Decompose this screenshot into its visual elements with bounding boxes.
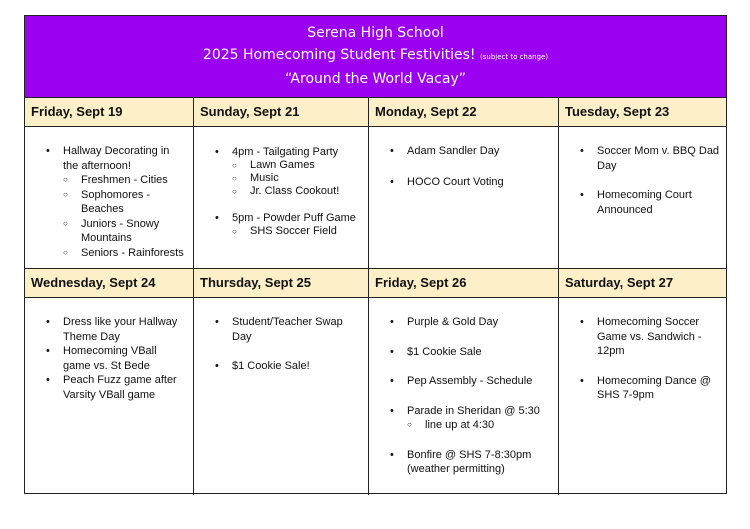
day-cell: [559, 269, 726, 495]
sub-event-item: ○ Freshmen - Cities: [25, 173, 193, 188]
event-title-text: 2025 Homecoming Student Festivities!: [202, 47, 476, 63]
day-title: Tuesday, Sept 23: [559, 98, 726, 127]
event-item: • Parade in Sheridan @ 5:30: [369, 404, 558, 419]
event-item: • Homecoming VBall game vs. St Bede: [25, 344, 193, 373]
event-item: • Student/Teacher Swap Day: [194, 315, 368, 344]
event-item: • Purple & Gold Day: [369, 315, 558, 330]
sub-event-item: ○ Sophomores - Beaches: [25, 188, 193, 217]
day-title: Thursday, Sept 25: [194, 269, 368, 298]
day-cell: [369, 98, 559, 269]
event-item: • Peach Fuzz game after Varsity VBall game: [25, 373, 193, 402]
day-cell: [559, 98, 726, 269]
day-title: Wednesday, Sept 24: [25, 269, 193, 298]
week-row-2: [25, 268, 726, 495]
day-events: [25, 127, 193, 260]
day-events: [25, 298, 193, 402]
event-item: • Soccer Mom v. BBQ Dad Day: [559, 144, 726, 173]
day-events: [194, 298, 368, 374]
event-item: • $1 Cookie Sale!: [194, 359, 368, 374]
event-item: • Bonfire @ SHS 7-8:30pm (weather permitting): [369, 448, 558, 477]
schedule-header: [25, 16, 726, 98]
event-item: • 4pm - Tailgating Party: [194, 146, 368, 159]
subject-to-change-note: (subject to change): [480, 53, 549, 61]
sub-event-item: ○ SHS Soccer Field: [194, 225, 368, 238]
sub-event-item: ○ line up at 4:30: [369, 418, 558, 433]
day-events: [559, 298, 726, 403]
event-item: • Pep Assembly - Schedule: [369, 374, 558, 389]
sub-event-item: ○ Juniors - Snowy Mountains: [25, 217, 193, 246]
sub-event-item: ○ Lawn Games: [194, 159, 368, 172]
event-item: • Dress like your Hallway Theme Day: [25, 315, 193, 344]
event-item: • Adam Sandler Day: [369, 144, 558, 159]
week-row-1: [25, 98, 726, 269]
event-item: • HOCO Court Voting: [369, 175, 558, 190]
day-cell: [194, 269, 369, 495]
day-title: Friday, Sept 26: [369, 269, 558, 298]
event-item: • 5pm - Powder Puff Game: [194, 212, 368, 225]
school-name: Serena High School: [307, 25, 444, 41]
event-item: • Homecoming Soccer Game vs. Sandwich - 12pm: [559, 315, 726, 359]
sub-event-item: ○ Seniors - Rainforests: [25, 246, 193, 261]
event-theme: “Around the World Vacay”: [284, 71, 466, 87]
event-item: • $1 Cookie Sale: [369, 345, 558, 360]
day-cell: [25, 269, 194, 495]
day-cell: [25, 98, 194, 269]
day-title: Sunday, Sept 21: [194, 98, 368, 127]
day-cell: [369, 269, 559, 495]
sub-event-item: ○ Music: [194, 172, 368, 185]
day-title: Monday, Sept 22: [369, 98, 558, 127]
event-item: • Homecoming Court Announced: [559, 188, 726, 217]
sub-event-item: ○ Jr. Class Cookout!: [194, 185, 368, 198]
event-title: [25, 44, 726, 68]
day-events: [369, 298, 558, 477]
event-item: • Hallway Decorating in the afternoon!: [25, 144, 193, 173]
event-item: • Homecoming Dance @ SHS 7-9pm: [559, 374, 726, 403]
day-events: [194, 127, 368, 238]
day-title: Friday, Sept 19: [25, 98, 193, 127]
day-events: [559, 127, 726, 217]
day-title: Saturday, Sept 27: [559, 269, 726, 298]
day-cell: [194, 98, 369, 269]
day-events: [369, 127, 558, 189]
schedule-table: [24, 15, 727, 494]
